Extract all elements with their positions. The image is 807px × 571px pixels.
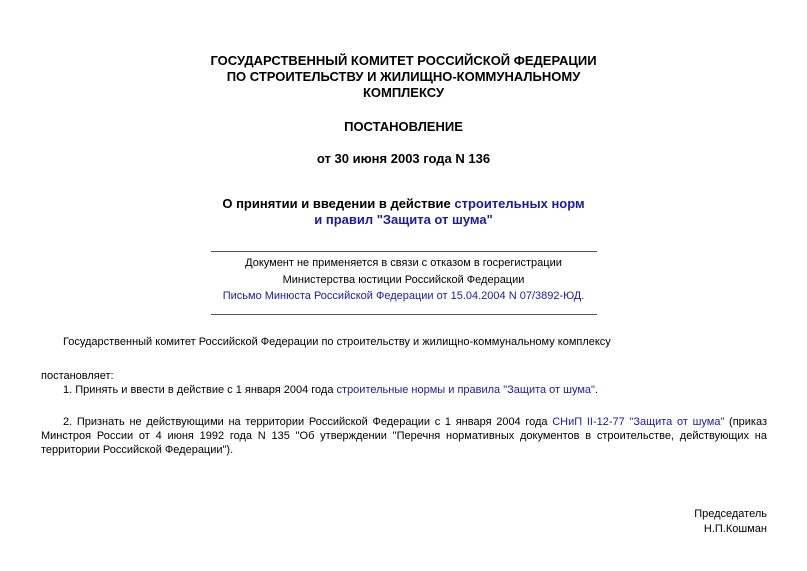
signature-name: Н.П.Кошман <box>703 523 767 535</box>
title-prefix: О принятии и введении в действие <box>222 196 455 211</box>
document-type: ПОСТАНОВЛЕНИЕ <box>344 119 463 134</box>
item2-link[interactable]: СНиП II-12-77 "Защита от шума" <box>552 416 725 428</box>
item1-suffix: . <box>594 384 598 396</box>
title-link-part2[interactable]: и правил "Защита от шума" <box>314 212 493 227</box>
document-title-line2 <box>0 212 807 228</box>
notice-top-divider <box>211 251 597 252</box>
committee-name-line3: КОМПЛЕКСУ <box>362 85 445 100</box>
item1-link[interactable]: строительные нормы и правила "Защита от шума" <box>336 384 595 396</box>
notice-line2: Министерства юстиции Российской Федерации <box>282 274 525 286</box>
notice-letter-link[interactable]: Письмо Минюста Российской Федерации от 15.04.2004 N 07/3892-ЮД. <box>222 290 585 302</box>
signature-position: Председатель <box>694 508 767 520</box>
item1-prefix: 1. Принять и ввести в действие с 1 января 2004 года <box>63 384 337 396</box>
resolves-label: постановляет: <box>41 370 114 382</box>
resolution-item-1 <box>63 383 763 397</box>
intro-paragraph: Государственный комитет Российской Федерации по строительству и жилищно-коммунальному комплексу <box>63 336 611 348</box>
resolution-item-2 <box>41 415 767 457</box>
document-title-line1 <box>0 196 807 212</box>
notice-line1: Документ не применяется в связи с отказом в госрегистрации <box>245 257 562 269</box>
title-link-part1[interactable]: строительных норм <box>454 196 585 211</box>
item2-suffix: (приказ Минстроя России от 4 июня 1992 года N 135 "Об утверждении "Перечня нормативных документов в строительстве, действующих на территории Российской Федерации"). <box>41 416 768 456</box>
committee-name-line2: ПО СТРОИТЕЛЬСТВУ И ЖИЛИЩНО-КОММУНАЛЬНОМУ <box>226 69 581 84</box>
committee-name-line1: ГОСУДАРСТВЕННЫЙ КОМИТЕТ РОССИЙСКОЙ ФЕДЕРАЦИИ <box>210 53 597 68</box>
notice-bottom-divider <box>211 314 597 315</box>
document-date: от 30 июня 2003 года N 136 <box>316 151 491 166</box>
item2-prefix: 2. Признать не действующими на территории Российской Федерации с 1 января 2004 года <box>63 416 553 428</box>
